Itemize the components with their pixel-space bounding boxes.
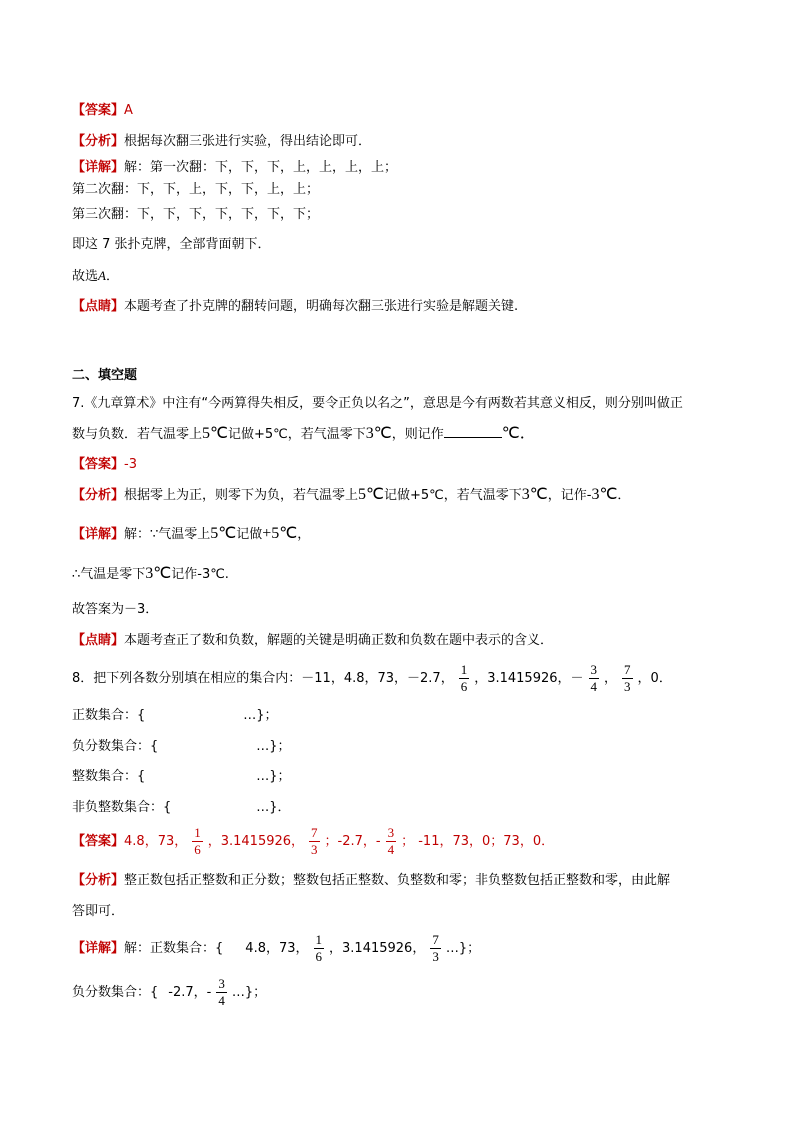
set-integer xyxy=(72,768,291,786)
denominator: 6 xyxy=(315,949,323,964)
q8-stem xyxy=(72,662,672,695)
text: ． xyxy=(617,488,631,503)
text: 解：∵气温零上 xyxy=(124,527,211,542)
q8-detail-line-2 xyxy=(72,976,266,1009)
text: 4.8，73， xyxy=(245,941,309,956)
text: 记做+5℃，若气温零下 xyxy=(227,427,366,442)
q7-answer-line xyxy=(72,456,137,474)
text: 4.8，73， xyxy=(124,834,188,849)
denominator: 4 xyxy=(218,993,225,1008)
var: A xyxy=(98,268,106,283)
detail-tag: 【详解】 xyxy=(72,941,125,956)
detail-line xyxy=(72,159,397,177)
text: 负分数集合：{ xyxy=(72,985,159,1000)
comment-tag: 【点睛】 xyxy=(72,633,125,648)
numerator: 1 xyxy=(315,932,323,947)
temp: 3℃ xyxy=(521,486,548,503)
text: ，3.1415926， xyxy=(329,941,426,956)
fraction xyxy=(309,825,320,858)
numerator: 7 xyxy=(624,662,631,677)
numerator: 3 xyxy=(387,825,395,840)
unit: ℃． xyxy=(501,425,536,442)
text: ；-2.7，- xyxy=(324,834,381,849)
answer-value: A xyxy=(124,103,133,118)
text: ，3.1415926，－ xyxy=(474,671,584,686)
set-label: 负分数集合：{ xyxy=(72,739,159,754)
fraction xyxy=(622,662,633,695)
temp: 5℃ xyxy=(202,425,228,442)
analysis-tag: 【分析】 xyxy=(72,873,125,888)
text: ，0． xyxy=(637,671,672,686)
set-end: …}； xyxy=(243,708,278,723)
detail-line-2: 第二次翻：下，下，上，下，下，上，上； xyxy=(72,182,320,197)
q7-analysis-line xyxy=(72,486,630,505)
fraction xyxy=(216,976,227,1009)
q8-answer-line xyxy=(72,825,554,858)
set-positive xyxy=(72,707,278,725)
answer-tag: 【答案】 xyxy=(72,834,125,849)
text: ， xyxy=(604,671,618,686)
comment-text: 本题考查正了数和负数，解题的关键是明确正数和负数在题中表示的含义． xyxy=(124,633,554,648)
text: 记做 xyxy=(236,527,263,542)
q7-comment-line xyxy=(72,632,553,650)
text: ； -11，73，0；73，0． xyxy=(401,834,555,849)
q7-stem-2 xyxy=(72,423,536,444)
temp: +5℃ xyxy=(262,525,298,542)
text: ． xyxy=(105,269,119,284)
temp: 5℃ xyxy=(210,525,237,542)
text: 故选 xyxy=(72,269,99,284)
denominator: 3 xyxy=(624,679,631,694)
text: ∴气温是零下 xyxy=(72,567,146,582)
analysis-line xyxy=(72,133,371,151)
q8-analysis-line xyxy=(72,872,670,890)
denominator: 6 xyxy=(460,679,468,694)
numerator: 7 xyxy=(432,932,439,947)
fraction xyxy=(192,825,203,858)
q8-detail-line xyxy=(72,932,480,965)
numerator: 7 xyxy=(311,825,318,840)
set-label: 整数集合：{ xyxy=(72,769,146,784)
set-nonnegative-integer xyxy=(72,799,291,817)
denominator: 3 xyxy=(432,949,439,964)
text: 记做+5℃，若气温零下 xyxy=(384,488,522,503)
temp: 5℃ xyxy=(358,486,384,503)
text: ，记作- xyxy=(547,488,592,503)
detail-line-4: 即这 7 张扑克牌，全部背面朝下． xyxy=(72,237,271,252)
denominator: 3 xyxy=(311,842,318,857)
set-end: …}； xyxy=(256,739,291,754)
analysis-text: 根据每次翻三张进行实验，得出结论即可． xyxy=(124,134,372,149)
denominator: 4 xyxy=(387,842,395,857)
temp: 3℃ xyxy=(365,425,392,442)
denominator: 6 xyxy=(194,842,201,857)
numerator: 3 xyxy=(590,662,598,677)
numerator: 1 xyxy=(460,662,468,677)
text: 8．把下列各数分别填在相应的集合内：－11，4.8，73，－2.7， xyxy=(72,671,454,686)
detail-line-5 xyxy=(72,267,119,286)
set-label: 正数集合：{ xyxy=(72,708,146,723)
q7-detail-line xyxy=(72,525,310,544)
analysis-tag: 【分析】 xyxy=(72,488,125,503)
section-title: 二、填空题 xyxy=(72,368,138,383)
temp: 3℃ xyxy=(145,565,172,582)
answer-blank[interactable] xyxy=(444,423,502,438)
detail-tag: 【详解】 xyxy=(72,527,125,542)
q8-analysis-line-2: 答即可． xyxy=(72,904,125,919)
detail-text: 解：第一次翻：下，下，下，上，上，上，上； xyxy=(124,160,398,175)
text: -2.7，- xyxy=(168,985,212,1000)
fraction xyxy=(430,932,441,965)
text: 解：正数集合：{ xyxy=(124,941,224,956)
text: ，则记作 xyxy=(391,427,444,442)
answer-tag: 【答案】 xyxy=(72,457,125,472)
fraction xyxy=(459,662,470,695)
text: …}； xyxy=(231,985,267,1000)
detail-tag: 【详解】 xyxy=(72,160,125,175)
q7-detail-line-3: 故答案为－3． xyxy=(72,602,159,617)
text: 数与负数．若气温零上 xyxy=(72,427,203,442)
set-end: …}； xyxy=(256,769,291,784)
temp: 3℃ xyxy=(591,486,618,503)
set-negative-fraction xyxy=(72,738,291,756)
comment-tag: 【点睛】 xyxy=(72,299,125,314)
numerator: 3 xyxy=(218,976,225,991)
detail-line-3: 第三次翻：下，下，下，下，下，下，下； xyxy=(72,207,320,222)
comment-text: 本题考查了扑克牌的翻转问题，明确每次翻三张进行实验是解题关键. xyxy=(124,299,519,314)
text: 整正数包括正整数和正分数；整数包括正整数、负整数和零；非负整数包括正整数和零，由此解 xyxy=(124,873,671,888)
fraction xyxy=(386,825,397,858)
q7-detail-line-2 xyxy=(72,565,229,584)
text: 记作-3℃. xyxy=(171,567,229,582)
set-label: 非负整数集合：{ xyxy=(72,800,172,815)
denominator: 4 xyxy=(590,679,598,694)
numerator: 1 xyxy=(194,825,201,840)
analysis-tag: 【分析】 xyxy=(72,134,125,149)
comment-line xyxy=(72,298,518,316)
answer-value: -3 xyxy=(124,457,137,472)
text: ， xyxy=(297,527,311,542)
text: …}； xyxy=(445,941,481,956)
answer-tag: 【答案】 xyxy=(72,103,125,118)
text: 根据零上为正，则零下为负，若气温零上 xyxy=(124,488,359,503)
q7-stem-1: 7.《九章算术》中注有“今两算得失相反，要令正负以名之”，意思是今有两数若其意义相反，则分别叫做正 xyxy=(72,396,683,411)
set-end: …}． xyxy=(256,800,291,815)
fraction xyxy=(589,662,600,695)
answer-line xyxy=(72,102,133,120)
text: ，3.1415926， xyxy=(207,834,305,849)
fraction xyxy=(314,932,325,965)
